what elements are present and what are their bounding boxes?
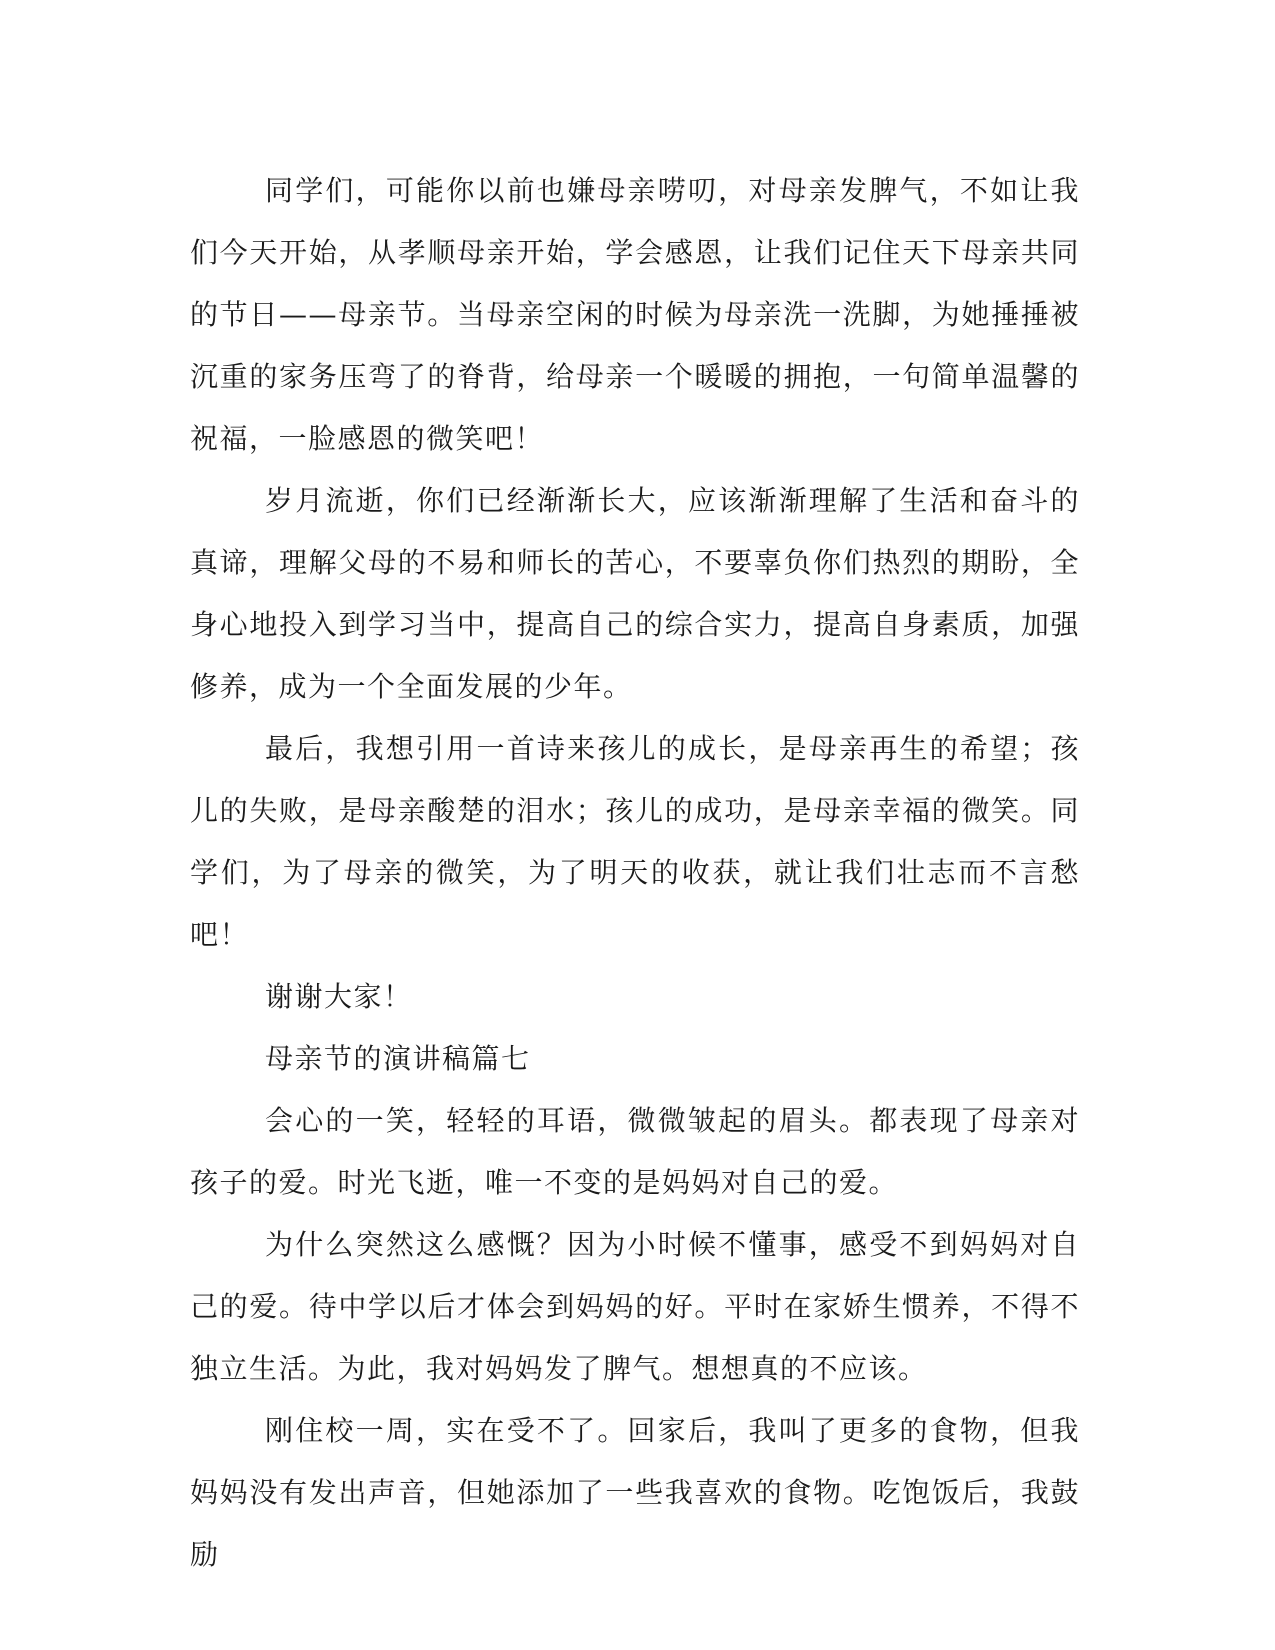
paragraph-growing-up: 岁月流逝，你们已经渐渐长大，应该渐渐理解了生活和奋斗的真谛，理解父母的不易和师长的苦心，不要辜负你们热烈的期盼，全身心地投入到学习当中，提高自己的综合实力，提高自身素质，加强修养，成为一个全面发展的少年。 — [190, 484, 1080, 703]
paragraph-mother-love: 会心的一笑，轻轻的耳语，微微皱起的眉头。都表现了母亲对孩子的爱。时光飞逝，唯一不变的是妈妈对自己的爱。 — [190, 1104, 1080, 1199]
paragraph-thanks: 谢谢大家！ — [265, 980, 413, 1013]
paragraph-filial-piety: 同学们，可能你以前也嫌母亲唠叨，对母亲发脾气，不如让我们今天开始，从孝顺母亲开始，学会感恩，让我们记住天下母亲共同的节日——母亲节。当母亲空闲的时候为母亲洗一洗脚，为她捶捶被沉重的家务压弯了的脊背，给母亲一个暖暖的拥抱，一句简单温馨的祝福，一脸感恩的微笑吧！ — [190, 174, 1080, 455]
paragraph-boarding-school: 刚住校一周，实在受不了。回家后，我叫了更多的食物，但我妈妈没有发出声音，但她添加了一些我喜欢的食物。吃饱饭后，我鼓励 — [190, 1414, 1080, 1571]
section-title: 母亲节的演讲稿篇七 — [265, 1042, 531, 1075]
paragraph-reflection: 为什么突然这么感慨？因为小时候不懂事，感受不到妈妈对自己的爱。待中学以后才体会到妈妈的好。平时在家娇生惯养，不得不独立生活。为此，我对妈妈发了脾气。想想真的不应该。 — [190, 1228, 1080, 1385]
paragraph-poem-quote: 最后，我想引用一首诗来孩儿的成长，是母亲再生的希望；孩儿的失败，是母亲酸楚的泪水；孩儿的成功，是母亲幸福的微笑。同学们，为了母亲的微笑，为了明天的收获，就让我们壮志而不言愁吧！ — [190, 732, 1080, 951]
document-body — [190, 160, 1080, 1586]
